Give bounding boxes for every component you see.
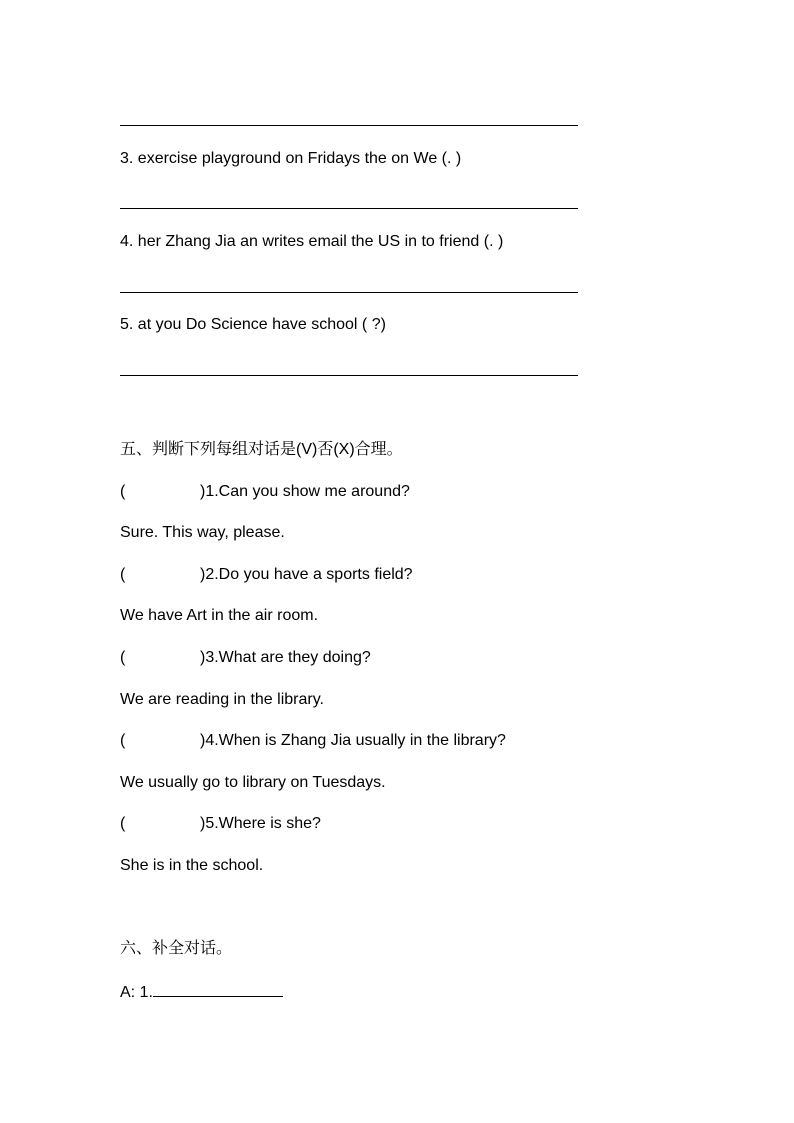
judge-question-4 xyxy=(120,731,506,751)
judge-question-3 xyxy=(120,648,371,668)
judge-answer-3: We are reading in the library. xyxy=(120,691,324,708)
reorder-item-3 xyxy=(120,149,461,169)
open-paren: ( xyxy=(120,566,126,583)
item-text: at you Do Science have school ( ?) xyxy=(137,316,386,333)
judge-question-5 xyxy=(120,814,321,834)
item-text: exercise playground on Fridays the on We (. ) xyxy=(137,150,462,167)
section6-heading: 六、补全对话。 xyxy=(120,940,233,957)
question-text: )3.What are they doing? xyxy=(200,649,371,666)
open-paren: ( xyxy=(120,815,126,832)
reorder-item-4 xyxy=(120,232,503,252)
reorder-item-5 xyxy=(120,315,386,335)
judge-question-1 xyxy=(120,482,410,502)
answer-line-4 xyxy=(120,292,578,293)
answer-line-3 xyxy=(120,208,578,209)
answer-line-5 xyxy=(120,375,578,376)
dialogue-prefix: A: 1. xyxy=(120,984,153,1001)
fill-blank-1[interactable] xyxy=(153,982,283,997)
question-text: )2.Do you have a sports field? xyxy=(200,566,413,583)
item-number: 5. xyxy=(120,316,134,333)
judge-question-2 xyxy=(120,565,413,585)
open-paren: ( xyxy=(120,732,126,749)
judge-answer-5: She is in the school. xyxy=(120,857,264,874)
question-text: )4.When is Zhang Jia usually in the library? xyxy=(200,732,506,749)
judge-answer-4: We usually go to library on Tuesdays. xyxy=(120,774,386,791)
question-text: )5.Where is she? xyxy=(200,815,321,832)
item-number: 3. xyxy=(120,150,134,167)
item-text: her Zhang Jia an writes email the US in to friend (. ) xyxy=(137,233,504,250)
judge-answer-1: Sure. This way, please. xyxy=(120,524,285,541)
item-number: 4. xyxy=(120,233,134,250)
dialogue-line-1 xyxy=(120,982,283,1003)
open-paren: ( xyxy=(120,649,126,666)
judge-answer-2: We have Art in the air room. xyxy=(120,607,319,624)
section5-heading: 五、判断下列每组对话是(V)否(X)合理。 xyxy=(120,441,403,458)
question-text: )1.Can you show me around? xyxy=(200,483,410,500)
answer-line-2 xyxy=(120,125,578,126)
open-paren: ( xyxy=(120,483,126,500)
